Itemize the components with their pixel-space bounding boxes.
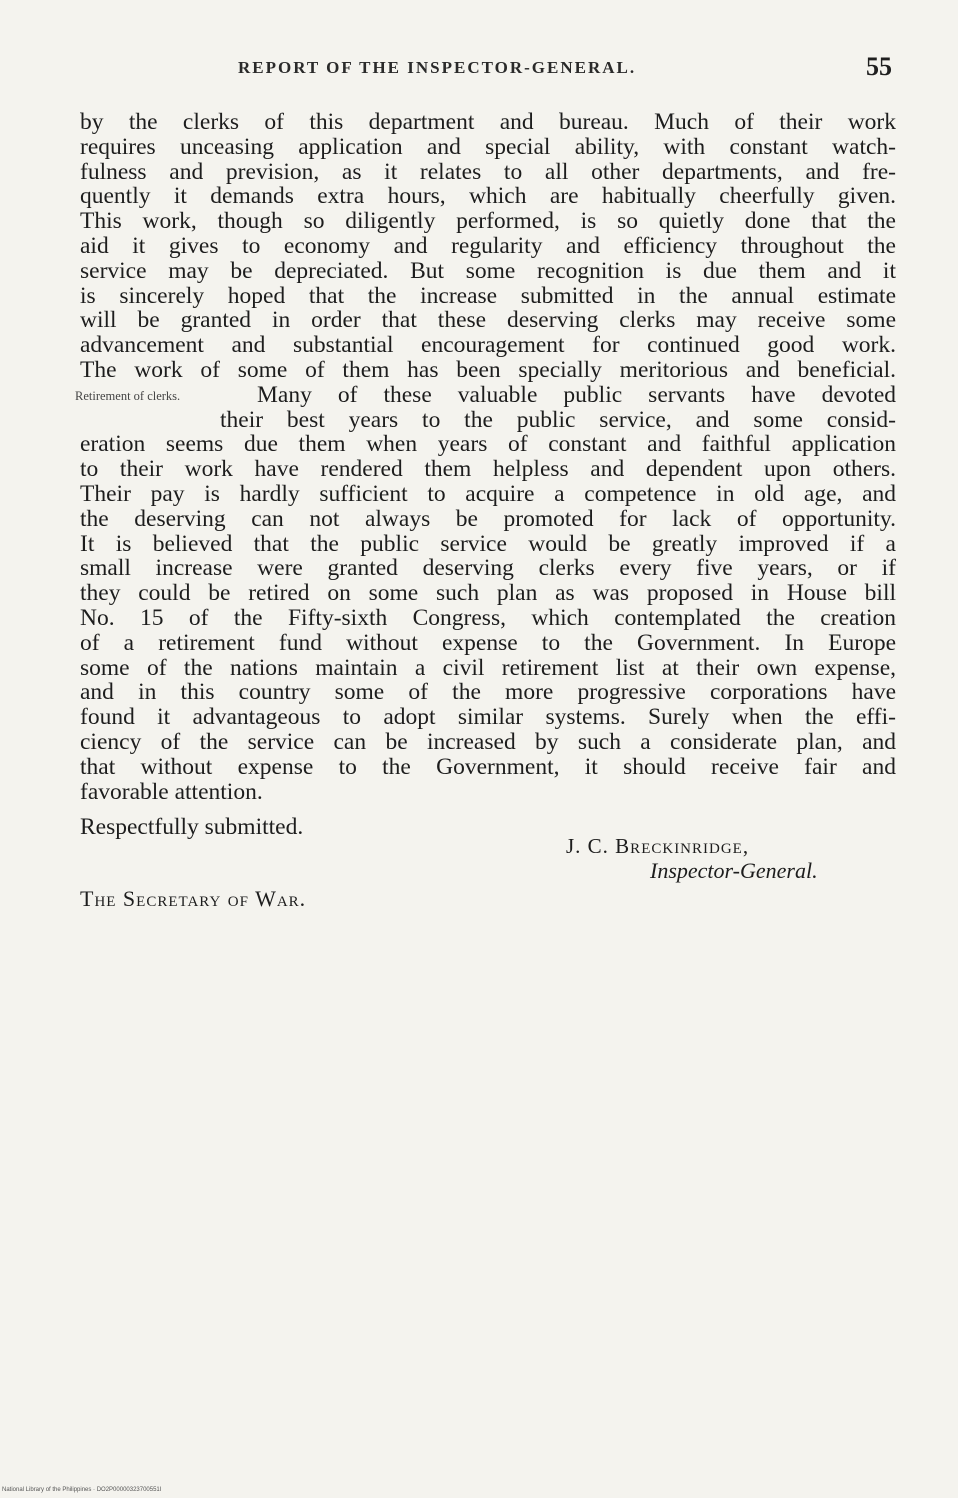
text-line: No. 15 of the Fifty-sixth Congress, which contemplated the creation bbox=[80, 604, 896, 631]
text-line: quently it demands extra hours, which are habitually cheerfully given. bbox=[80, 183, 896, 210]
text-line: to their work have rendered them helpless and dependent upon others. bbox=[80, 456, 896, 483]
text-line: eration seems due them when years of constant and faithful application bbox=[80, 431, 896, 458]
closing-line: Respectfully submitted. bbox=[80, 814, 304, 840]
text-line: fulness and prevision, as it relates to all other departments, and fre- bbox=[80, 158, 896, 185]
running-head: REPORT OF THE INSPECTOR-GENERAL. bbox=[238, 58, 637, 77]
sidenote-row bbox=[75, 381, 896, 433]
scan-footer: National Library of the Philippines · DO2P00000323700551I bbox=[2, 1487, 162, 1493]
text-line: Many of these valuable public servants have devoted bbox=[257, 381, 896, 408]
body-text bbox=[75, 109, 896, 805]
signer-name: J. C. Breckinridge, bbox=[566, 834, 750, 858]
text-line: aid it gives to economy and regularity and efficiency throughout the bbox=[80, 232, 896, 259]
text-line: that without expense to the Government, it should receive fair and bbox=[80, 753, 896, 780]
addressee: The Secretary of War. bbox=[80, 886, 307, 911]
text-line: and in this country some of the more progressive corporations have bbox=[80, 679, 896, 706]
text-line: found it advantageous to adopt similar systems. Surely when the effi- bbox=[80, 704, 896, 731]
signer-title: Inspector-General. bbox=[650, 858, 818, 883]
text-line: The work of some of them has been specially meritorious and beneficial. bbox=[80, 356, 896, 383]
marginal-note: Retirement of clerks. bbox=[75, 388, 181, 403]
text-line: small increase were granted deserving clerks every five years, or if bbox=[80, 555, 896, 582]
text-line: requires unceasing application and special ability, with constant watch- bbox=[80, 133, 896, 160]
text-line: This work, though so diligently performed, is so quietly done that the bbox=[80, 208, 896, 235]
text-line: the deserving can not always be promoted for lack of opportunity. bbox=[80, 505, 896, 532]
text-line: some of the nations maintain a civil retirement list at their own expense, bbox=[80, 654, 896, 681]
text-line: It is believed that the public service would be greatly improved if a bbox=[80, 530, 896, 557]
text-line: will be granted in order that these deserving clerks may receive some bbox=[80, 307, 896, 334]
text-line: service may be depreciated. But some recognition is due them and it bbox=[80, 257, 896, 284]
text-line: favorable attention. bbox=[80, 778, 263, 805]
text-line: by the clerks of this department and bureau. Much of their work bbox=[80, 109, 896, 135]
text-line: ciency of the service can be increased by such a considerate plan, and bbox=[80, 728, 896, 755]
text-line: is sincerely hoped that the increase submitted in the annual estimate bbox=[80, 282, 896, 309]
text-line: Their pay is hardly sufficient to acquire a competence in old age, and bbox=[80, 480, 896, 507]
text-line: their best years to the public service, and some consid- bbox=[220, 406, 896, 433]
text-line: they could be retired on some such plan as was proposed in House bill bbox=[80, 580, 896, 607]
text-line: of a retirement fund without expense to the Government. In Europe bbox=[80, 629, 896, 656]
text-line: advancement and substantial encouragement for continued good work. bbox=[80, 332, 896, 359]
page-number: 55 bbox=[866, 52, 892, 81]
